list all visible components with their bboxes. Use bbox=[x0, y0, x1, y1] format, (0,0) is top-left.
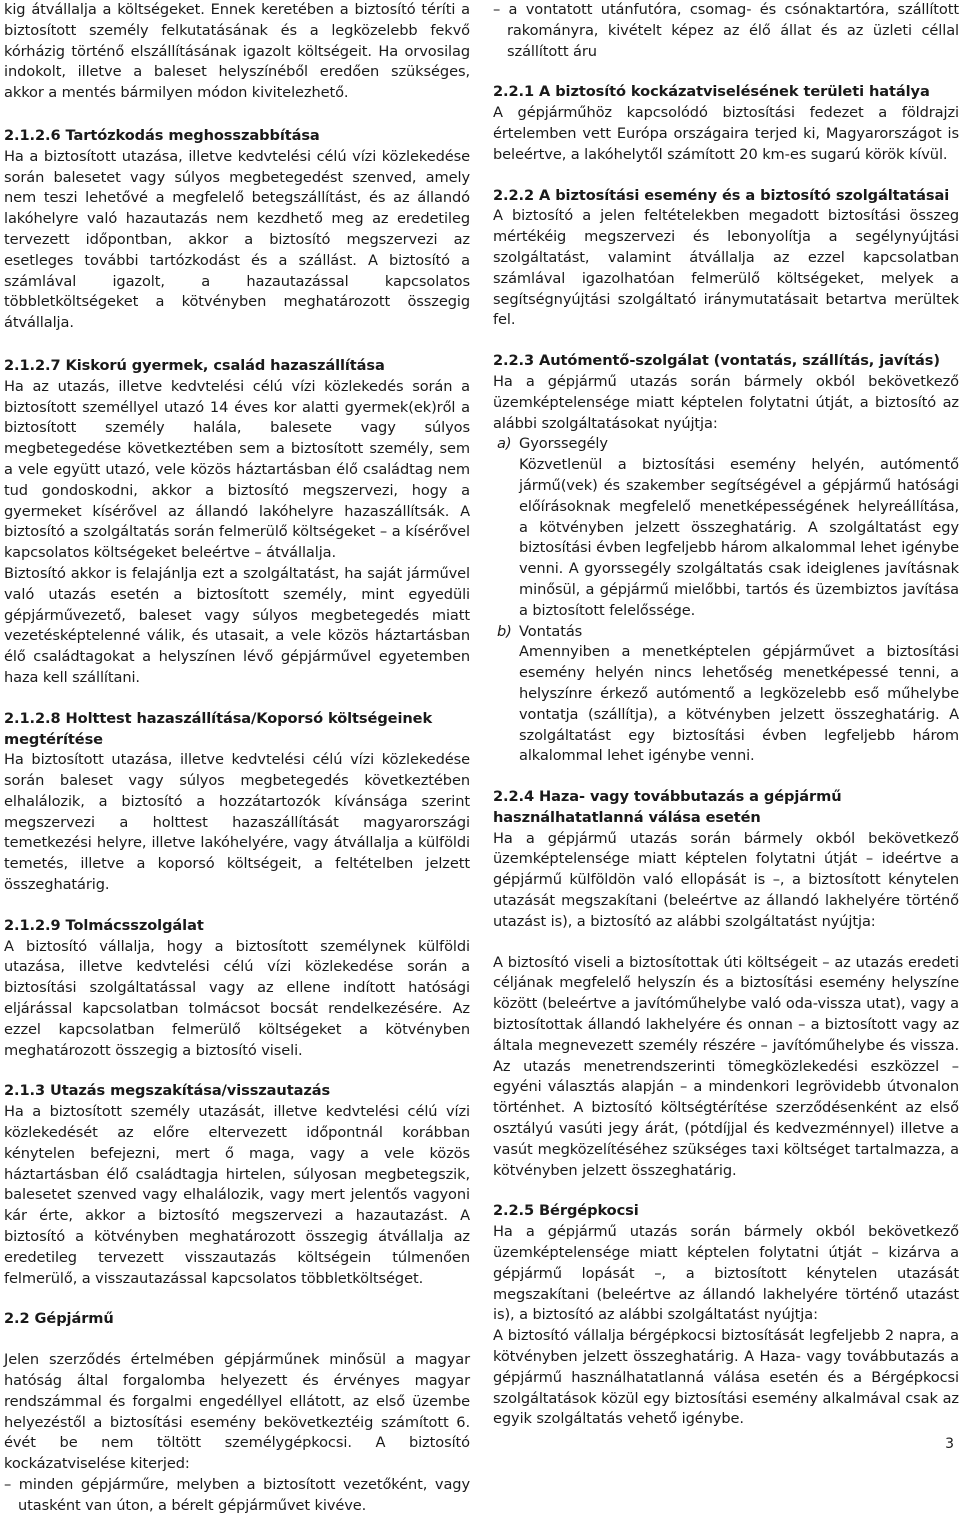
paragraph: Jelen szerződés értelmében gépjárműnek minősül a magyar hatóság által forgalomba helyezett és érvényes magyar rendszámmal és forgalmi engedéllyel ellátott, az első üzembe helyezéstől a biztosítási esemény bekövetkeztéig számított 6. évét be nem töltött személygépkocsi. A biztosító kockázatviselése kiterjed: bbox=[4, 1351, 470, 1473]
section-heading-213: 2.1.3 Utazás megszakítása/visszautazás bbox=[4, 1082, 331, 1100]
section-heading-2128: 2.1.2.8 Holttest hazaszállítása/Koporsó költségeinek megtérítése bbox=[4, 709, 433, 748]
section-heading-2129: 2.1.2.9 Tolmácsszolgálat bbox=[4, 916, 204, 934]
section-heading-2224: 2.2.4 Haza- vagy továbbutazás a gépjármű használhatatlanná válása esetén bbox=[493, 788, 842, 826]
section-heading-2222: 2.2.2 A biztosítási esemény és a biztosító szolgáltatásai bbox=[493, 186, 950, 204]
section-heading-2127: 2.1.2.7 Kiskorú gyermek, család hazaszállítása bbox=[4, 356, 385, 374]
right-column bbox=[493, 0, 959, 1430]
paragraph: Ha a gépjármű utazás során bármely okból bekövetkező üzemképtelensége miatt képtelen folytatni útját – ideértve a gépjármű külföldön való ellopását is –, a biztosított kénytelen utazását megszakítani (beleértve az állandó lakhelyére történő utazást is), a biztosító az alábbi szolgáltatást nyújtja: bbox=[493, 829, 959, 930]
section-heading-2223: 2.2.3 Autómentő-szolgálat (vontatás, szállítás, javítás) bbox=[493, 352, 940, 370]
paragraph: kig átvállalja a költségeket. Ennek keretében a biztosító téríti a biztosított személy felkutatásának és a legközelebb fekvő kórházig történő elszállításának igazolt költségeit. Ha orvosilag indokolt, illetve a baleset helyszínéből eredően szükséges, akkor a mentés bármilyen módon kivitelezhető. bbox=[4, 1, 470, 102]
paragraph: Ha a biztosított utazása, illetve kedvtelési célú vízi közlekedése során balesetet vagy súlyos megbetegedést szenved, amely nem teszi lehetővé a megfelelő betegszállítást, és az állandó lakóhelyre való hazautazás nem kezdhető meg az eredetileg tervezett időpontban, akkor a biztosító megszervezi az esetleges további tartózkodást és a szállást. A biztosító a számlával igazolt, a hazautazással kapcsolatos többletköltségeket a kötvényben meghatározott összegig átvállalja. bbox=[4, 147, 470, 332]
paragraph: A gépjárműhöz kapcsolódó biztosítási fedezet a földrajzi értelemben vett Európa országaira terjed ki, Magyarországot is beleértve, a lakóhelytől számított 20 km-es sugarú körök kívül. bbox=[493, 104, 959, 163]
paragraph: A biztosító a jelen feltételekben megadott biztosítási összeg mértékéig megszervezi és lebonyolítja a segélynyújtási szolgáltatást, valamint átvállalja az ezzel kapcsolatban számlával igazolhatóan felmerülő költségeket, melyek a segítségnyújtási szolgáltató iránymutatásait betartva merültek fel. bbox=[493, 207, 959, 329]
page-number: 3 bbox=[945, 1436, 954, 1452]
list-item: – a vontatott utánfutóra, csomag- és csónaktartóra, szállított rakományra, kivételt képez az élő állat és az üzleti céllal szállított áru bbox=[493, 1, 959, 60]
list-item-text: Amennyiben a menetképtelen gépjárművet a biztosítási esemény helyén nincs lehetőség menetképessé tenni, a helyszínre érkező autómentő a legközelebb eső műhelybe vontatja (szállítja), a kötvényben jelzett összeghatárig. A szolgáltatást egy biztosítási évben legfeljebb három alkalommal lehet igénybe venni. bbox=[519, 643, 959, 765]
section-heading-2221: 2.2.1 A biztosító kockázatviselésének területi hatálya bbox=[493, 83, 930, 101]
paragraph: Ha biztosított utazása, illetve kedvtelési célú vízi közlekedése során baleset vagy súlyos megbetegedés következtében elhalálozik, a biztosító a hozzátartozók kívánsága szerint megszervezi a holttest hazaszállítását magyarországi temetkezési helyre, illetve lakóhelyére, vagy átvállalja a külföldi temetés, illetve a koporsó költségeit, a feltételben jelzett összeghatárig. bbox=[4, 751, 470, 894]
section-heading-22: 2.2 Gépjármű bbox=[4, 1310, 114, 1328]
paragraph: Ha a gépjármű utazás során bármely okból bekövetkező üzemképtelensége miatt képtelen folytatni útját, a biztosító az alábbi szolgáltatásokat nyújtja: bbox=[493, 372, 959, 432]
section-heading-2225: 2.2.5 Bérgépkocsi bbox=[493, 1202, 639, 1220]
list-letter: a) bbox=[497, 435, 512, 453]
list-item-text: Közvetlenül a biztosítási esemény helyén, autómentő jármű(vek) és szakember segítségével a gépjármű hatósági előírásoknak megfelelő menetképességének helyreállítása, a kötvényben jelzett összeghatárig. A szolgáltatást egy biztosítási évben legfeljebb három alkalommal lehet igénybe venni. A gyorssegély szolgáltatás csak ideiglenes javításnak minősül, a gépjármű mielőbbi, tartós és üzembiztos javítása a biztosított felelőssége. bbox=[519, 456, 959, 619]
list-item-a bbox=[493, 434, 959, 621]
list-item-title: Vontatás bbox=[519, 622, 583, 640]
list-letter: b) bbox=[497, 622, 512, 640]
paragraph: Ha a biztosított személy utazását, illetve kedvtelési célú vízi közlekedését az előre eltervezett időpontnál korábban kénytelen befejezni, mert ő maga, vagy a vele közös háztartásban élő családtagja hirtelen, súlyosan megbetegszik, balesetet szenved vagy elhalálozik, vagy mert jelentős vagyoni kár érte, akkor a biztosító megszervezi a hazautazást. A biztosító a kötvényben meghatározott összegig átvállalja az eredetileg tervezett visszautazás költségein túlmenően felmerülő, a visszautazással kapcsolatos többletköltséget. bbox=[4, 1103, 470, 1287]
paragraph: A biztosító vállalja bérgépkocsi biztosítását legfeljebb 2 napra, a kötvényben jelzett összeghatárig. A Haza- vagy továbbutazás a gépjármű használhatatlanná válása esetén és a Bérgépkocsi szolgáltatások közül egy biztosítási esemény alkalmával csak az egyik szolgáltatás vehető igénybe. bbox=[493, 1327, 959, 1428]
list-item-title: Gyorssegély bbox=[519, 435, 608, 453]
list-item: – minden gépjárműre, melyben a biztosított vezetőként, vagy utasként van úton, a bérelt gépjárművet kivéve. bbox=[4, 1476, 470, 1514]
left-column bbox=[4, 0, 470, 1517]
list-item-b bbox=[493, 622, 959, 768]
paragraph: Ha az utazás, illetve kedvtelési célú vízi közlekedés során a biztosított személlyel utazó 14 éves kor alatti gyermek(ek)ről a biztosított személy halála, balesete vagy súlyos megbetegedése következtében sem a biztosított személy, sem a vele együtt utazó, vele közös háztartásban élő családtag nem tud gondoskodni, akkor a biztosító megszervezi, hogy a gyermeket kísérővel az állandó lakóhelyre hazaszállítsák. A biztosító a szolgáltatás során felmerülő költségeket – a kísérővel kapcsolatos költségeket beleértve – átvállalja. bbox=[4, 377, 470, 562]
paragraph: A biztosító vállalja, hogy a biztosított személynek külföldi utazása, illetve kedvtelési célú vízi közlekedése során a biztosítási szolgáltatással vagy az ellene indított hatósági eljárással kapcsolatban tolmácsot bocsát rendelkezésére. Az ezzel kapcsolatban felmerülő költségeket a kötvényben meghatározott összegig a biztosító viseli. bbox=[4, 937, 470, 1059]
paragraph: Ha a gépjármű utazás során bármely okból bekövetkező üzemképtelensége miatt képtelen folytatni útját – kizárva a gépjármű lopását –, a biztosított kénytelen utazását megszakítani (beleértve az állandó lakhelyére történő utazást is), a biztosító az alábbi szolgáltatást nyújtja: bbox=[493, 1223, 959, 1324]
section-heading-2126: 2.1.2.6 Tartózkodás meghosszabbítása bbox=[4, 126, 320, 144]
paragraph: Biztosító akkor is felajánlja ezt a szolgáltatást, ha saját járművel való utazás esetén a biztosított személy, mint egyedüli gépjárművezető, baleset vagy súlyos megbetegedés miatt vezetésképtelenné válik, és utasait, a vele közös háztartásban élő családtagokat a helyszínen lévő gépjárművel egyetemben haza kell szállítani. bbox=[4, 564, 470, 686]
paragraph: A biztosító viseli a biztosítottak úti költségeit – az utazás eredeti céljának megfelelő helyszín és a biztosítási esemény helyszíne között (beleértve a javítóműhelybe való oda-vissza utat), vagy a biztosítottak állandó lakhelyére és onnan – a biztosított vagy az általa megnevezett személy részére – javítóműhelybe és vissza. Az utazás menetrendszerinti tömegközlekedési eszközzel – egyéni választás alapján – a mindenkori legrövidebb útvonalon történhet. A biztosító költségtérítése szerződésenként az első osztályú vasúti jegy árát, (pótdíjjal és kedvezménnyel) illetve a vasút megközelítéséhez szükséges taxi költséget tartalmazza, a kötvényben jelzett összeghatárig. bbox=[493, 953, 959, 1179]
